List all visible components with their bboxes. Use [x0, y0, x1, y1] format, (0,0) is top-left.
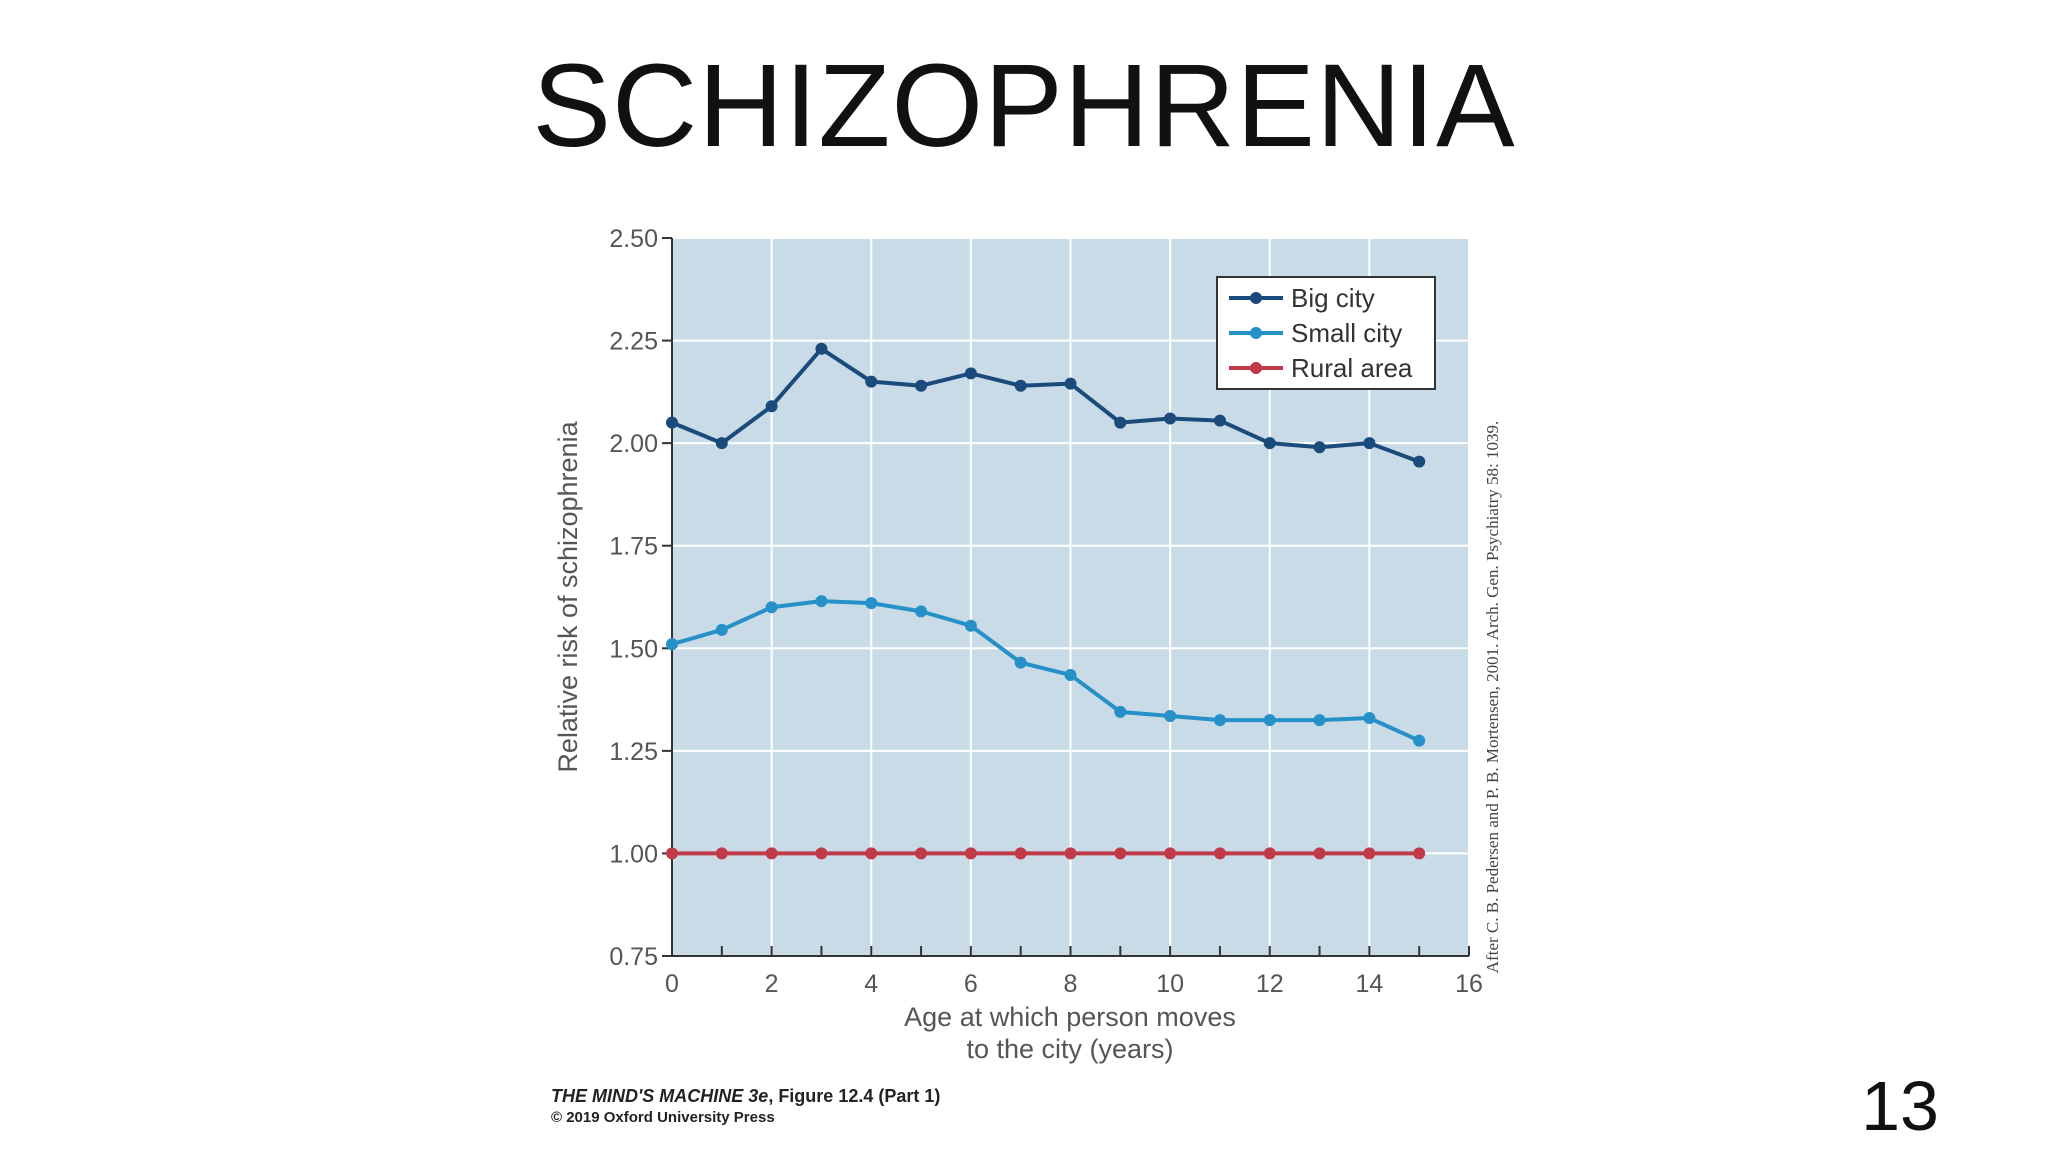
data-point-rural-area — [1065, 847, 1077, 859]
data-point-big-city — [1314, 441, 1326, 453]
data-point-small-city — [716, 624, 728, 636]
data-point-small-city — [766, 601, 778, 613]
x-tick-label: 0 — [665, 970, 679, 998]
data-point-big-city — [1363, 437, 1375, 449]
data-point-big-city — [815, 343, 827, 355]
data-point-rural-area — [865, 847, 877, 859]
data-point-small-city — [865, 597, 877, 609]
y-tick-label: 2.25 — [609, 327, 658, 356]
data-point-small-city — [1314, 714, 1326, 726]
data-point-rural-area — [1114, 847, 1126, 859]
y-tick-label: 2.00 — [609, 430, 658, 459]
data-point-big-city — [1264, 437, 1276, 449]
x-axis-label-line2: to the city (years) — [966, 1034, 1174, 1064]
data-point-small-city — [965, 620, 977, 632]
data-point-rural-area — [1314, 847, 1326, 859]
data-point-rural-area — [1214, 847, 1226, 859]
data-point-big-city — [666, 417, 678, 429]
data-point-big-city — [1413, 456, 1425, 468]
data-point-rural-area — [766, 847, 778, 859]
y-axis-label: Relative risk of schizophrenia — [553, 421, 583, 773]
data-point-small-city — [1363, 712, 1375, 724]
data-point-small-city — [1214, 714, 1226, 726]
x-tick-label: 16 — [1455, 970, 1483, 998]
legend — [1217, 277, 1435, 389]
data-point-small-city — [1065, 669, 1077, 681]
data-point-big-city — [1114, 417, 1126, 429]
legend-swatch-dot — [1250, 362, 1262, 374]
x-tick-label: 6 — [963, 970, 978, 998]
page-number: 13 — [1861, 1067, 1939, 1145]
data-point-rural-area — [965, 847, 977, 859]
data-point-big-city — [1164, 413, 1176, 425]
x-tick-label: 12 — [1255, 970, 1284, 998]
legend-label: Big city — [1291, 283, 1375, 313]
x-axis-label-line1: Age at which person moves — [904, 1002, 1236, 1032]
data-point-big-city — [1015, 380, 1027, 392]
data-point-big-city — [915, 380, 927, 392]
x-tick-label: 4 — [864, 970, 879, 998]
data-point-rural-area — [1015, 847, 1027, 859]
caption-copyright: © 2019 Oxford University Press — [551, 1109, 775, 1126]
data-point-small-city — [1264, 714, 1276, 726]
data-point-big-city — [965, 367, 977, 379]
x-tick-label: 14 — [1355, 970, 1384, 998]
source-note: After C. B. Pedersen and P. B. Mortensen, 2001. Arch. Gen. Psychiatry 58: 1039. — [1483, 420, 1502, 974]
data-point-big-city — [716, 437, 728, 449]
data-point-rural-area — [716, 847, 728, 859]
figure-caption — [551, 1086, 940, 1126]
data-point-rural-area — [1363, 847, 1375, 859]
data-point-big-city — [865, 376, 877, 388]
slide-title: SCHIZOPHRENIA — [532, 40, 1516, 172]
data-point-small-city — [915, 605, 927, 617]
data-point-small-city — [1015, 657, 1027, 669]
data-point-small-city — [1114, 706, 1126, 718]
legend-label: Small city — [1291, 318, 1403, 348]
x-tick-label: 2 — [764, 970, 779, 998]
x-tick-label: 10 — [1156, 970, 1185, 998]
data-point-rural-area — [666, 847, 678, 859]
data-point-rural-area — [1264, 847, 1276, 859]
data-point-big-city — [1214, 415, 1226, 427]
caption-figure: , Figure 12.4 (Part 1) — [768, 1086, 941, 1106]
data-point-small-city — [1413, 735, 1425, 747]
y-tick-label: 0.75 — [609, 943, 658, 971]
data-point-big-city — [1065, 378, 1077, 390]
data-point-rural-area — [1413, 847, 1425, 859]
data-point-rural-area — [915, 847, 927, 859]
data-point-small-city — [815, 595, 827, 607]
legend-label: Rural area — [1291, 353, 1413, 383]
data-point-big-city — [766, 400, 778, 412]
y-tick-label: 1.50 — [609, 635, 658, 664]
x-tick-label: 8 — [1063, 970, 1078, 998]
data-point-small-city — [666, 638, 678, 650]
y-tick-label: 1.75 — [609, 532, 658, 561]
legend-swatch-dot — [1250, 327, 1262, 339]
caption-book: THE MIND'S MACHINE 3e — [551, 1086, 769, 1106]
data-point-rural-area — [1164, 847, 1176, 859]
y-tick-label: 1.00 — [609, 840, 658, 869]
y-tick-label: 2.50 — [609, 225, 658, 253]
data-point-small-city — [1164, 710, 1176, 722]
data-point-rural-area — [815, 847, 827, 859]
y-tick-label: 1.25 — [609, 737, 658, 766]
legend-swatch-dot — [1250, 292, 1262, 304]
